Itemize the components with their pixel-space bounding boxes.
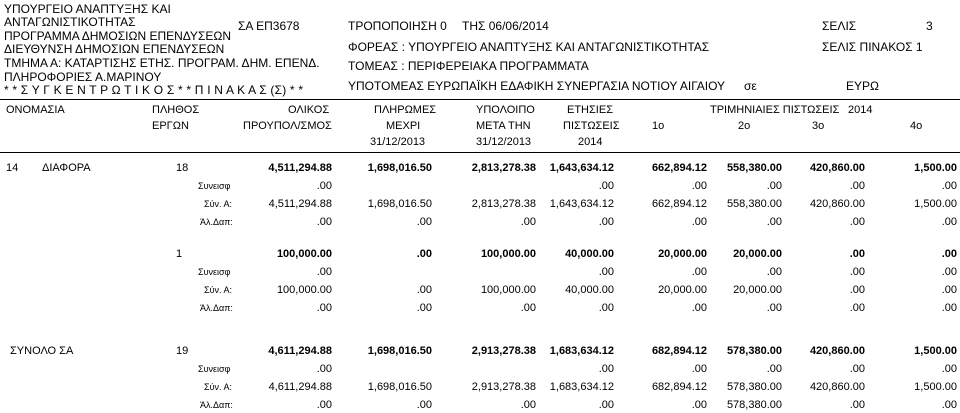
group-suma-value: 558,380.00 [726,198,782,210]
col-annual-1: ΕΤΗΣΙΕΣ [567,104,613,116]
group-main-value: 20,000.00 [658,248,707,260]
group-suma-value: 420,860.00 [809,198,865,210]
group-count: 1 [176,248,183,260]
group-suma-value: .00 [416,284,432,296]
col-annual-2: ΠΙΣΤΩΣΕΙΣ [563,120,620,132]
group-suma-value: 662,894.12 [651,198,707,210]
group-cofin-value: .00 [598,266,614,278]
amendment: ΤΡΟΠΟΠΟΙΗΣΗ 0 [348,19,447,33]
col-name: ΟΝΟΜΑΣΙΑ [6,104,65,116]
page-number: 3 [926,19,933,33]
group-main-value: 4,611,294.88 [268,345,332,357]
group-cofin-value: .00 [766,180,782,192]
group-main-value: 4,511,294.88 [268,162,332,174]
group-suma-value: 100,000.00 [480,284,536,296]
group-cofin-value: .00 [691,363,707,375]
body-line: ΦΟΡΕΑΣ : ΥΠΟΥΡΓΕΙΟ ΑΝΑΠΤΥΞΗΣ ΚΑΙ ΑΝΤΑΓΩΝΙΣΤΙΚΟΤΗΤΑΣ [348,40,710,54]
sublabel-cofin: Συνεισφ [198,267,231,277]
ministry-line1: ΥΠΟΥΡΓΕΙΟ ΑΝΑΠΤΥΞΗΣ ΚΑΙ [4,2,171,16]
group-cofin-value: .00 [598,363,614,375]
program-line: ΠΡΟΓΡΑΜΜΑ ΔΗΜΟΣΙΩΝ ΕΠΕΝΔΥΣΕΩΝ [4,29,231,43]
col-count-2: ΕΡΓΩΝ [152,120,189,132]
group-other-value: .00 [520,216,536,228]
group-suma-value: .00 [941,284,957,296]
group-suma-value: 4,611,294.88 [268,381,332,393]
group-main-value: 682,894.12 [651,345,707,357]
group-main-value: 2,813,278.38 [471,162,536,174]
sublabel-other: Άλ.Δαπ: [200,217,233,227]
col-annual-3: 2014 [578,136,603,148]
group-main-value: 1,500.00 [914,345,957,357]
group-other-value: .00 [520,399,536,411]
group-suma-value: 1,698,016.50 [367,381,432,393]
group-code: 14 [6,162,19,174]
group-cofin-value: .00 [849,363,865,375]
group-main-value: .00 [416,248,432,260]
group-main-value: 1,698,016.50 [367,162,432,174]
group-other-value: .00 [598,302,614,314]
group-cofin-value: .00 [941,363,957,375]
sa-code: ΣΑ ΕΠ3678 [238,19,300,33]
group-other-value: .00 [316,399,332,411]
col-remaining-3: 31/12/2013 [476,136,532,148]
document-date: ΤΗΣ 06/06/2014 [462,19,549,33]
group-cofin-value: .00 [941,266,957,278]
col-total-2: ΠΡΟΥΠΟΛ/ΣΜΟΣ [243,120,332,132]
group-main-value: 1,683,634.12 [549,345,614,357]
group-suma-value: 1,698,016.50 [367,198,432,210]
group-main-value: 1,698,016.50 [367,345,432,357]
group-other-value: .00 [941,302,957,314]
info-line: ΠΛΗΡΟΦΟΡΙΕΣ Α.ΜΑΡΙΝΟΥ [4,70,162,84]
col-q4: 4ο [910,120,923,132]
sublabel-cofin: Συνεισφ [198,181,231,191]
group-main-value: 558,380.00 [726,162,782,174]
group-other-value: .00 [598,216,614,228]
group-other-value: .00 [316,216,332,228]
group-other-value: .00 [941,216,957,228]
group-main-value: 420,860.00 [809,162,865,174]
group-other-value: .00 [520,302,536,314]
group-count: 19 [176,345,189,357]
group-suma-value: 1,500.00 [914,381,957,393]
group-other-value: .00 [416,399,432,411]
header-bottom-rule [0,152,960,153]
col-q2: 2ο [738,120,751,132]
col-remaining-1: ΥΠΟΛΟΙΠΟ [476,104,535,116]
group-other-value: .00 [766,302,782,314]
group-cofin-value: .00 [766,266,782,278]
summary-title: * * Σ Υ Γ Κ Ε Ν Τ Ρ Ω Τ Ι Κ Ο Σ * * Π Ι Ν Α Κ Α Σ (Σ) * * [4,83,304,97]
ministry-line2: ΑΝΤΑΓΩΝΙΣΤΙΚΟΤΗΤΑΣ [4,15,136,29]
group-suma-value: 100,000.00 [276,284,332,296]
col-paid-3: 31/12/2013 [370,136,426,148]
group-other-value: .00 [416,216,432,228]
group-other-value: .00 [849,399,865,411]
col-remaining-2: ΜΕΤΑ ΤΗΝ [476,120,531,132]
group-main-value: .00 [941,248,957,260]
col-paid-2: ΜΕΧΡΙ [386,120,421,132]
currency: ΕΥΡΩ [846,79,879,93]
currency-prefix: σε [744,79,757,93]
group-main-value: 1,500.00 [914,162,957,174]
group-other-value: .00 [691,302,707,314]
col-count-1: ΠΛΗΘΟΣ [152,104,200,116]
group-suma-value: 4,511,294.88 [268,198,332,210]
group-name: ΣΥΝΟΛΟ ΣΑ [10,345,74,357]
sublabel-other: Άλ.Δαπ: [200,400,233,410]
group-other-value: .00 [941,399,957,411]
department-line: ΤΜΗΜΑ Α: ΚΑΤΑΡΤΙΣΗΣ ΕΤΗΣ. ΠΡΟΓΡΑΜ. ΔΗΜ. ΕΠΕΝΔ. [4,56,320,70]
group-main-value: 420,860.00 [809,345,865,357]
group-cofin-value: .00 [691,180,707,192]
group-suma-value: 682,894.12 [651,381,707,393]
group-suma-value: 2,913,278.38 [471,381,536,393]
group-suma-value: 1,643,634.12 [549,198,614,210]
group-cofin-value: .00 [849,266,865,278]
group-main-value: 100,000.00 [480,248,536,260]
group-other-value: .00 [849,302,865,314]
group-suma-value: 1,500.00 [914,198,957,210]
group-suma-value: 578,380.00 [726,381,782,393]
col-quarterly-year: 2014 [848,104,873,116]
directorate-line: ΔΙΕΥΘΥΝΣΗ ΔΗΜΟΣΙΩΝ ΕΠΕΝΔΥΣΕΩΝ [4,42,225,56]
group-suma-value: .00 [849,284,865,296]
group-cofin-value: .00 [691,266,707,278]
group-suma-value: 420,860.00 [809,381,865,393]
sublabel-cofin: Συνεισφ [198,364,231,374]
col-total-1: ΟΛΙΚΟΣ [288,104,330,116]
col-q3: 3ο [812,120,825,132]
group-other-value: .00 [416,302,432,314]
group-other-value: .00 [691,399,707,411]
sector-line: ΤΟΜΕΑΣ : ΠΕΡΙΦΕΡΕΙΑΚΑ ΠΡΟΓΡΑΜΜΑΤΑ [348,59,589,73]
group-suma-value: 20,000.00 [658,284,707,296]
group-other-value: .00 [691,216,707,228]
group-main-value: 2,913,278.38 [471,345,536,357]
sublabel-sum-a: Σύν. Α: [204,285,232,295]
group-other-value: .00 [316,302,332,314]
sublabel-sum-a: Σύν. Α: [204,382,232,392]
group-cofin-value: .00 [316,180,332,192]
sublabel-other: Άλ.Δαπ: [200,303,233,313]
col-paid-1: ΠΛΗΡΩΜΕΣ [374,104,437,116]
subsector-line: ΥΠΟΤΟΜΕΑΣ ΕΥΡΩΠΑΪΚΗ ΕΔΑΦΙΚΗ ΣΥΝΕΡΓΑΣΙΑ ΝΟΤΙΟΥ ΑΙΓΑΙΟΥ [348,79,726,93]
group-count: 18 [176,162,189,174]
group-cofin-value: .00 [316,363,332,375]
sublabel-sum-a: Σύν. Α: [204,199,232,209]
group-cofin-value: .00 [598,180,614,192]
group-main-value: 40,000.00 [565,248,614,260]
group-main-value: 20,000.00 [733,248,782,260]
group-cofin-value: .00 [941,180,957,192]
group-main-value: 100,000.00 [276,248,332,260]
group-cofin-value: .00 [766,363,782,375]
page-label: ΣΕΛΙΣ [822,19,857,33]
group-suma-value: 40,000.00 [565,284,614,296]
header-top-rule [0,99,960,100]
group-other-value: .00 [598,399,614,411]
group-suma-value: 20,000.00 [733,284,782,296]
group-other-value: .00 [766,216,782,228]
col-q1: 1ο [652,120,665,132]
group-cofin-value: .00 [849,180,865,192]
group-name: ΔΙΑΦΟΡΑ [42,162,91,174]
group-main-value: 662,894.12 [651,162,707,174]
col-quarterly: ΤΡΙΜΗΝΙΑΙΕΣ ΠΙΣΤΩΣΕΙΣ [710,104,840,116]
table-page: ΣΕΛΙΣ ΠΙΝΑΚΟΣ 1 [822,40,923,54]
group-other-value: .00 [849,216,865,228]
group-suma-value: 1,683,634.12 [549,381,614,393]
group-main-value: 578,380.00 [726,345,782,357]
group-suma-value: 2,813,278.38 [471,198,536,210]
group-cofin-value: .00 [316,266,332,278]
group-main-value: .00 [849,248,865,260]
group-main-value: 1,643,634.12 [549,162,614,174]
group-other-value: 578,380.00 [726,399,782,411]
